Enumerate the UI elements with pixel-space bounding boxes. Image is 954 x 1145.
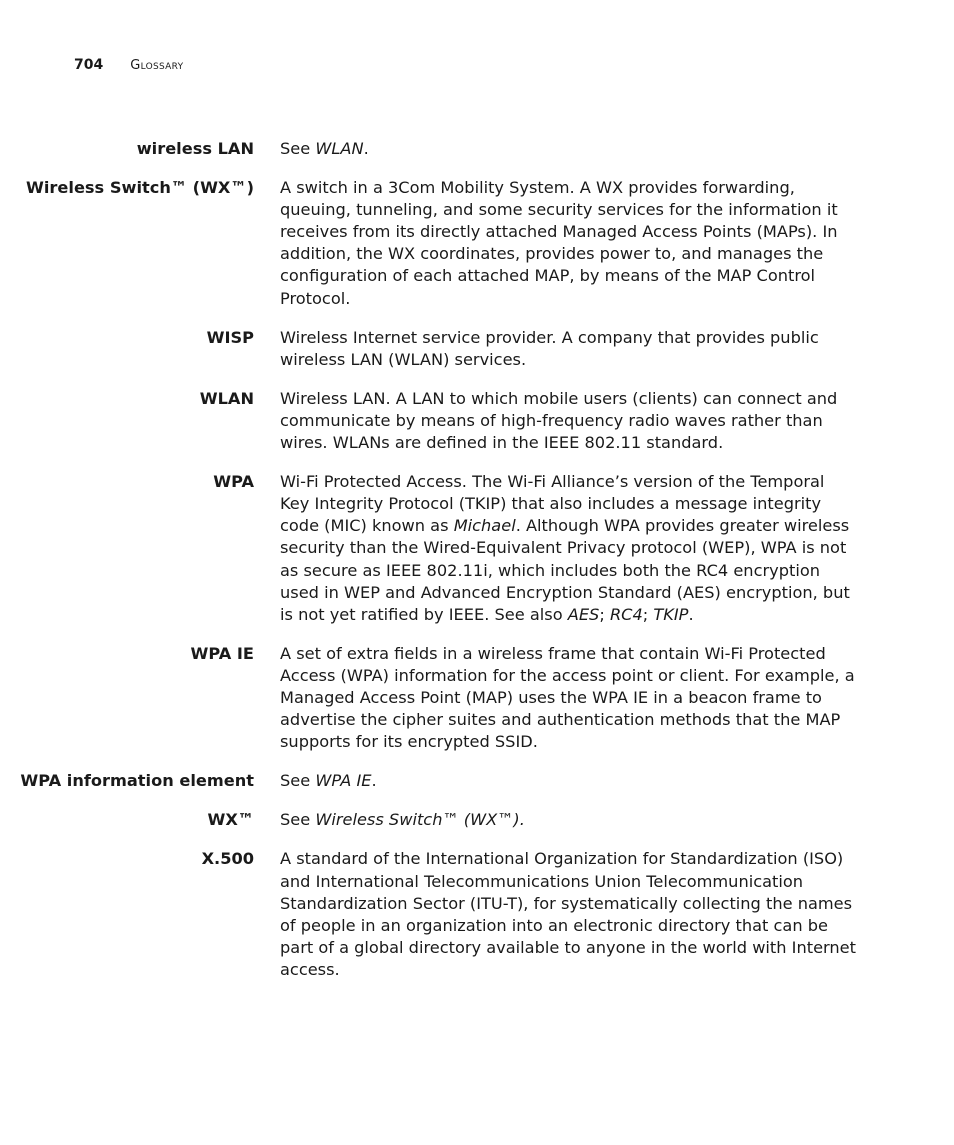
glossary-entry [0,770,954,792]
glossary-definition [280,327,858,371]
definition-text: See [280,771,316,791]
glossary-entry [0,388,954,454]
glossary-term: wireless LAN [136,139,254,158]
glossary-term: WX™ [207,810,254,830]
definition-text: See [280,810,316,830]
definition-text: A standard of the International Organization for Standardization (ISO) and International Telecommunications Union Telecommunication Standardization Sector (ITU-T), for systematically collecting the names of people in an organization into an electronic directory that can be part of a global directory available to anyone in the world with Internet access. [280,849,856,979]
cross-reference: Wireless Switch™ (WX™). [315,810,525,830]
glossary-term: X.500 [201,849,254,869]
cross-reference: WPA IE [315,771,372,791]
glossary-definition [280,177,858,310]
glossary-list [0,138,954,998]
glossary-entry [0,327,954,371]
glossary-entry [0,848,954,981]
glossary-definition [280,770,858,792]
definition-text: . [363,139,369,158]
definition-text: ; [599,604,610,624]
glossary-entry [0,177,954,310]
glossary-term: WPA [213,472,254,492]
glossary-definition [280,388,858,454]
definition-text: See [280,139,316,158]
definition-text: . [688,604,694,624]
glossary-entry [0,809,954,831]
glossary-entry [0,471,954,626]
running-header [74,56,183,75]
glossary-entry [0,138,954,160]
definition-text: Wi-Fi Protected Access. The Wi-Fi Alliance’s version of the Temporal Key Integrity Protocol (TKIP) that also includes a message integrity code (MIC) known as [280,472,825,536]
cross-reference: WLAN [315,139,364,158]
glossary-definition [280,809,858,831]
definition-text: A switch in a 3Com Mobility System. A WX provides forwarding, queuing, tunneling, and some security services for the information it receives from its directly attached Managed Access Points (MAPs). In addition, the WX coordinates, provides power to, and manages the configuration of each attached MAP, by means of the MAP Control Protocol. [280,178,838,308]
glossary-term: WPA IE [190,643,254,663]
definition-text: . [371,771,377,791]
glossary-term: Wireless Switch™ (WX™) [26,178,254,198]
glossary-definition [280,848,858,981]
glossary-term: WPA information element [20,771,254,791]
definition-text: A set of extra fields in a wireless frame that contain Wi-Fi Protected Access (WPA) information for the access point or client. For example, a Managed Access Point (MAP) uses the WPA IE in a beacon frame to advertise the cipher suites and authentication methods that the MAP supports for its encrypted SSID. [280,643,855,752]
glossary-definition [280,138,858,160]
page-number: 704 [74,57,104,73]
glossary-definition [280,471,858,626]
glossary-definition [280,643,858,753]
glossary-entry [0,643,954,753]
glossary-term: WLAN [199,388,254,408]
definition-text: Wireless Internet service provider. A company that provides public wireless LAN (WLAN) services. [280,327,819,369]
definition-text: . Although WPA provides greater wireless security than the Wired-Equivalent Privacy protocol (WEP), WPA is not as secure as IEEE 802.11i, which includes both the RC4 encryption used in WEP and Advanced Encryption Standard (AES) encryption, but is not yet ratified by IEEE. See also [280,516,850,624]
section-title: Glossary [130,58,184,73]
glossary-term: WISP [206,327,254,347]
cross-reference: Michael [453,516,516,536]
cross-reference: RC4 [609,604,643,624]
cross-reference: AES [567,604,600,624]
definition-text: ; [642,604,654,624]
definition-text: Wireless LAN. A LAN to which mobile users (clients) can connect and communicate by means of high-frequency radio waves rather than wires. WLANs are defined in the IEEE 802.11 standard. [280,388,838,453]
cross-reference: TKIP [653,604,689,624]
